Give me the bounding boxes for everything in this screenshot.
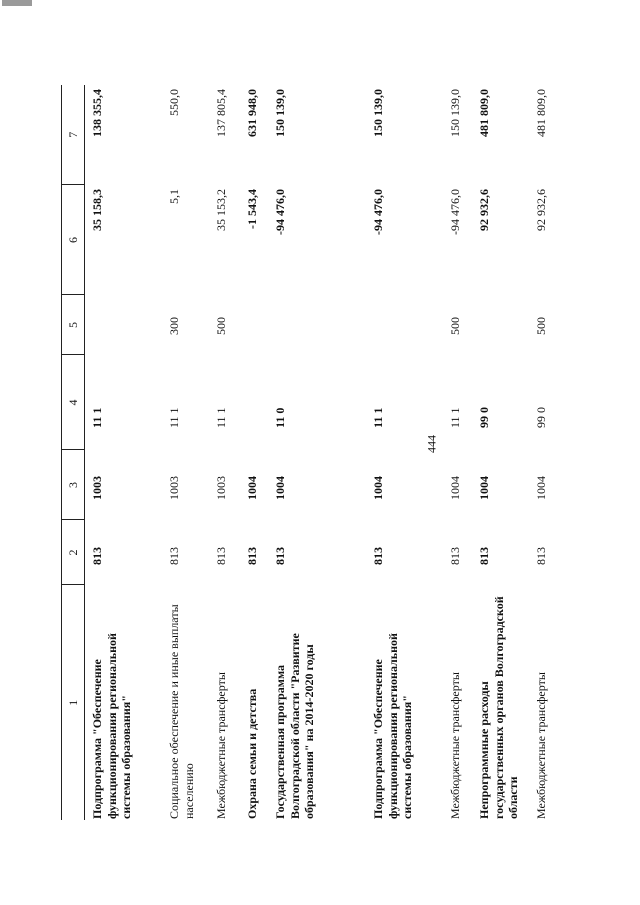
cell-expense-type	[366, 295, 445, 355]
cell-code: 813	[477, 547, 491, 565]
table-row	[474, 85, 530, 820]
header-cell-3: 3	[62, 450, 85, 520]
cell-target: 11 1	[214, 407, 228, 428]
cell-target: 11 1	[90, 407, 104, 428]
cell-change-amount: -94 476,0	[371, 189, 385, 235]
cell-total-amount: 550,0	[167, 89, 181, 116]
cell-section: 1004	[371, 476, 385, 500]
cell-change-amount: -94 476,0	[448, 189, 462, 235]
cell-change-amount: 5,1	[167, 189, 181, 204]
table-row	[162, 85, 210, 820]
cell-row-name: Непрограммные расходы государственных органов Волгоградской области	[477, 596, 520, 819]
budget-table	[61, 85, 562, 820]
cell-change-amount: 35 158,3	[90, 189, 104, 231]
cell-code: 813	[273, 547, 287, 565]
header-row	[62, 85, 85, 820]
cell-code: 813	[90, 547, 104, 565]
cell-section: 1003	[167, 476, 181, 500]
cell-expense-type	[474, 295, 530, 355]
header-cell-2: 2	[62, 520, 85, 585]
cell-section: 1004	[273, 476, 287, 500]
cell-total-amount: 137 805,4	[214, 89, 228, 137]
cell-code: 813	[245, 547, 259, 565]
cell-total-amount: 481 809,0	[534, 89, 548, 137]
cell-expense-type: 500	[448, 317, 462, 335]
cell-target: 11 0	[273, 407, 287, 428]
cell-row-name: Межбюджетные трансферты	[534, 672, 548, 819]
cell-row-name: Межбюджетные трансферты	[214, 672, 228, 819]
cell-code: 813	[167, 547, 181, 565]
cell-section: 1004	[477, 476, 491, 500]
cell-total-amount: 481 809,0	[477, 89, 491, 137]
header-cell-6: 6	[62, 185, 85, 295]
table-row	[269, 85, 366, 820]
cell-expense-type	[269, 295, 366, 355]
cell-expense-type: 500	[214, 317, 228, 335]
cell-code: 813	[534, 547, 548, 565]
cell-target: 11 1	[167, 407, 181, 428]
cell-section: 1003	[214, 476, 228, 500]
cell-expense-type: 300	[167, 317, 181, 335]
cell-target: 11 1	[371, 407, 385, 428]
cell-row-name: Охрана семьи и детства	[245, 688, 259, 819]
cell-total-amount: 150 139,0	[273, 89, 287, 137]
cell-target	[241, 355, 269, 450]
cell-row-name: Межбюджетные трансферты	[448, 672, 462, 819]
header-cell-7: 7	[62, 85, 85, 185]
cell-total-amount: 138 355,4	[90, 89, 104, 137]
budget-table-container	[61, 85, 548, 820]
cell-change-amount: 35 153,2	[214, 189, 228, 231]
cell-total-amount: 150 139,0	[448, 89, 462, 137]
header-cell-1: 1	[62, 585, 85, 820]
cell-expense-type: 500	[534, 317, 548, 335]
header-cell-4: 4	[62, 355, 85, 450]
table-row	[210, 85, 241, 820]
cell-row-name: Подпрограмма "Обеспечение функционирования региональной системы образования"	[371, 633, 414, 819]
cell-change-amount: 92 932,6	[534, 189, 548, 231]
cell-row-name: Социальное обеспечение и иные выплаты населению	[167, 604, 196, 819]
cell-target: 99 0	[477, 407, 491, 428]
cell-code: 813	[214, 547, 228, 565]
cell-section: 1004	[245, 476, 259, 500]
scan-edge-mark	[2, 0, 32, 6]
cell-expense-type	[241, 295, 269, 355]
table-row	[241, 85, 269, 820]
table-row	[445, 85, 474, 820]
cell-row-name: Подпрограмма "Обеспечение функционирования региональной системы образования"	[90, 633, 133, 819]
table-row	[366, 85, 445, 820]
cell-section: 1003	[90, 476, 104, 500]
cell-target: 11 1	[448, 407, 462, 428]
cell-change-amount: -1 543,4	[245, 189, 259, 229]
cell-section: 1004	[534, 476, 548, 500]
table-row	[530, 85, 562, 820]
cell-code: 813	[371, 547, 385, 565]
cell-expense-type	[85, 295, 163, 355]
cell-change-amount: -94 476,0	[273, 189, 287, 235]
cell-total-amount: 631 948,0	[245, 89, 259, 137]
cell-code: 813	[448, 547, 462, 565]
cell-total-amount: 150 139,0	[371, 89, 385, 137]
cell-change-amount: 92 932,6	[477, 189, 491, 231]
cell-target: 99 0	[534, 407, 548, 428]
page-number: 444	[424, 435, 439, 453]
cell-row-name: Государственная программа Волгоградской области "Развитие образования" на 2014-2020 годы	[273, 633, 316, 819]
table-row	[85, 85, 163, 820]
header-cell-5: 5	[62, 295, 85, 355]
cell-section: 1004	[448, 476, 462, 500]
